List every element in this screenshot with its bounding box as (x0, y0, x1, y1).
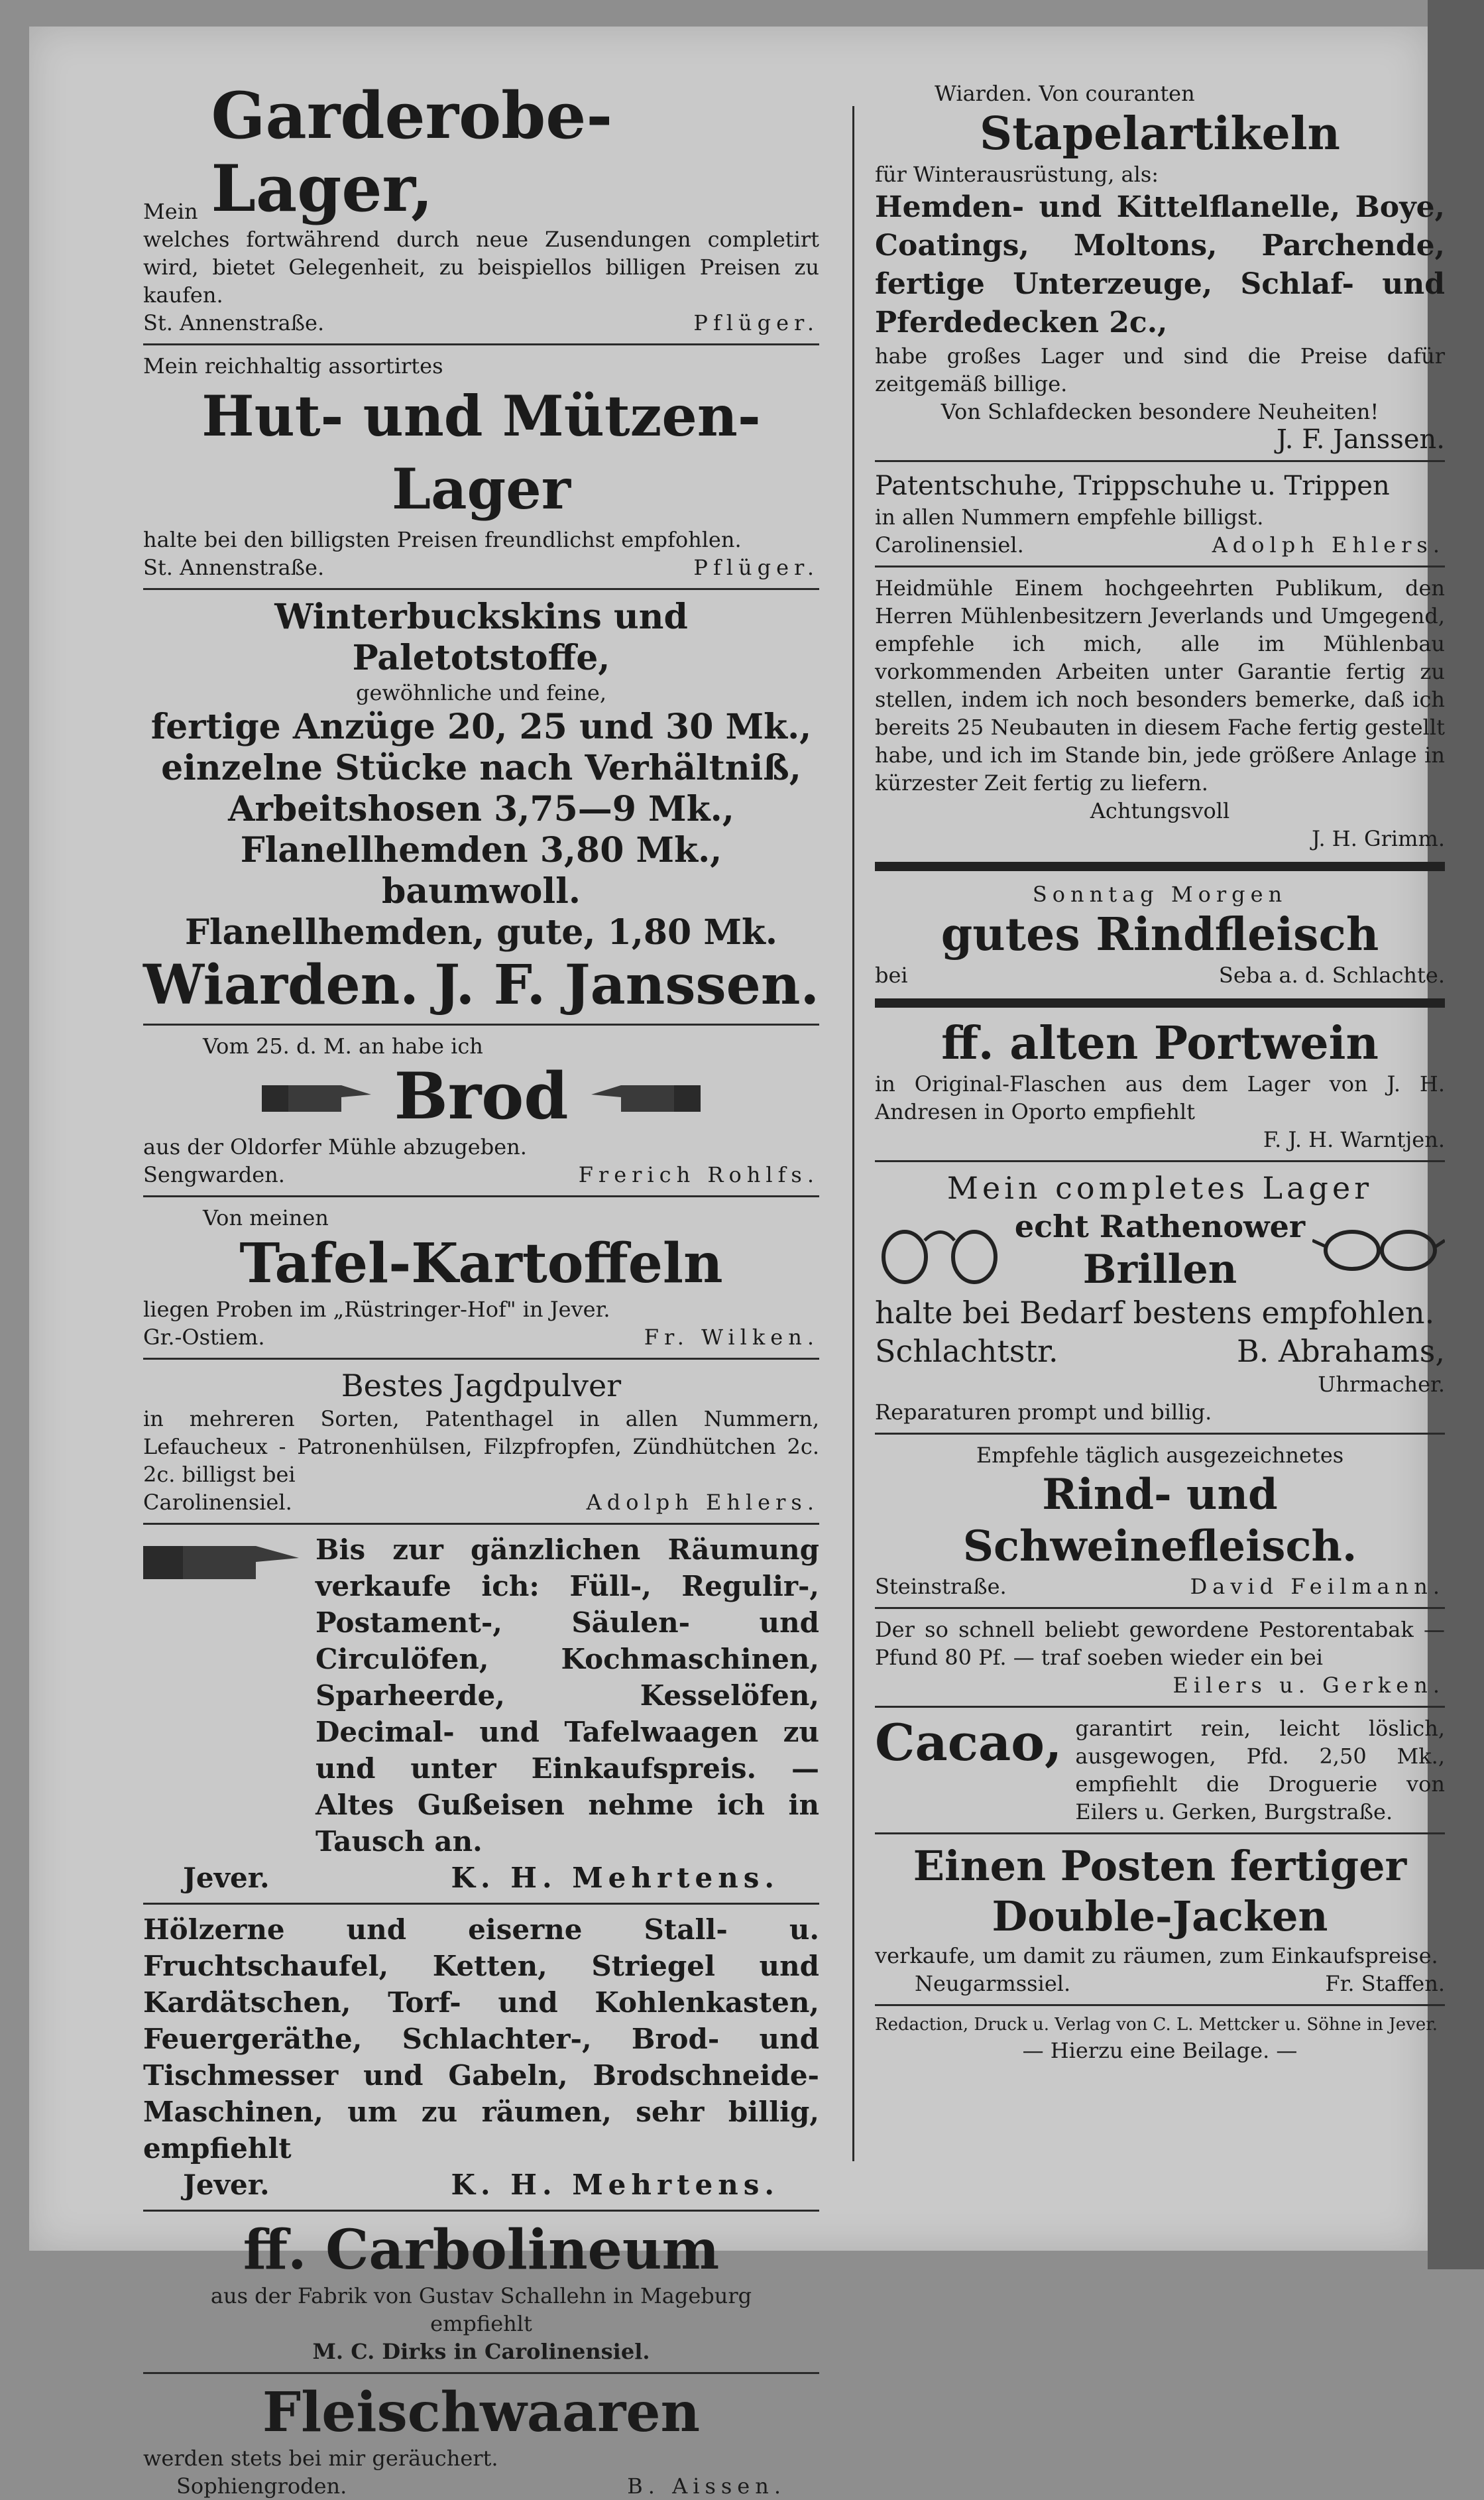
ad-title: ff. Carbolineum (243, 2218, 720, 2282)
ad-name: M. C. Dirks in Carolinensiel. (312, 2339, 650, 2364)
ad-place: Sengwarden. (143, 1162, 285, 1187)
ad-body: aus der Fabrik von Gustav Schallehn in Mageburg (210, 2283, 752, 2308)
ad-schweinefleisch (875, 1441, 1445, 1600)
ad-pre: Mein reichhaltig assortirtes (143, 353, 443, 379)
ad-title: Einen Posten fertiger (913, 1842, 1407, 1890)
ad-title: Brod (394, 1059, 569, 1134)
ad-title: Brillen (1082, 1246, 1237, 1293)
ad-tabak (875, 1616, 1445, 1699)
ad-place: Schlachtstr. (875, 1333, 1058, 1369)
ad-title: Bestes Jagdpulver (341, 1368, 622, 1403)
ad-title: Rind- und Schweinefleisch. (962, 1470, 1357, 1571)
separator (143, 2372, 819, 2374)
ad-name: K. H. Mehrtens. (451, 1862, 779, 1894)
ad-body: Bis zur gänzlichen Räumung verkaufe ich: Füll-, Regulir-, Postament-, Säulen- und Circulöfen, Kochmaschinen, Sparheerde, Kesselöfen, Decimal- und Tafelwaagen zu und unter Einkaufspreis. — Altes Gußeisen nehme ich in Tausch an. (315, 1533, 819, 1858)
separator (875, 1832, 1445, 1834)
ad-name: Adolph Ehlers. (1212, 532, 1445, 558)
pince-nez-glasses-icon (875, 1211, 1007, 1290)
ad-place: Gr.-Ostiem. (143, 1325, 265, 1350)
ad-title: gutes Rindfleisch (941, 908, 1379, 961)
ad-name: Pflüger. (693, 555, 819, 580)
ad-pre: Von meinen (203, 1205, 329, 1230)
ad-pre: Empfehle täglich ausgezeichnetes (976, 1443, 1344, 1468)
ad-note: Reparaturen prompt und billig. (875, 1399, 1212, 1425)
ad-body: werden stets bei mir geräuchert. (143, 2446, 498, 2471)
pointing-hand-left-icon (588, 1073, 701, 1120)
ad-title: Patentschuhe, Trippschuhe u. Trippen (875, 471, 1390, 501)
ad-line: Flanellhemden 3,80 Mk., baumwoll. (240, 830, 722, 912)
ad-line: Mein completes Lager (946, 1170, 1373, 1206)
separator (875, 460, 1445, 462)
ad-body: verkaufe, um damit zu räumen, zum Einkaufspreise. (875, 1943, 1438, 1968)
ad-title: Cacao, (875, 1713, 1062, 1772)
ad-line: fertige Anzüge 20, 25 und 30 Mk., (150, 707, 812, 747)
ad-line: für Winterausrüstung, als: (875, 162, 1159, 187)
imprint (875, 2013, 1445, 2064)
separator (143, 343, 819, 345)
separator (143, 2210, 819, 2212)
ad-heidmuehle (875, 574, 1445, 853)
ad-line: gewöhnliche und feine, (355, 680, 606, 705)
ad-fleischwaaren (143, 2381, 819, 2500)
ad-double-jacken (875, 1841, 1445, 1997)
ad-title: Garderobe-Lager, (211, 78, 613, 226)
ad-name: Seba a. d. Schlachte. (1218, 963, 1445, 988)
ad-pre: Vom 25. d. M. an habe ich (203, 1034, 483, 1059)
separator (875, 1433, 1445, 1435)
ad-stallschaufel (143, 1911, 819, 2203)
ad-stapelartikeln (875, 80, 1445, 453)
separator (875, 1607, 1445, 1609)
ad-title: Double-Jacken (992, 1892, 1328, 1940)
separator (875, 1706, 1445, 1708)
ad-body: welches fortwährend durch neue Zusendungen completirt wird, bietet Gelegenheit, zu beispiellos billigen Preisen zu kaufen. (143, 227, 819, 308)
imprint-line: — Hierzu eine Beilage. — (1022, 2038, 1298, 2063)
pointing-hand-right-icon (262, 1073, 374, 1120)
ad-place: Wiarden. (143, 953, 419, 1017)
ad-line: Arbeitshosen 3,75—9 Mk., (228, 789, 734, 829)
ad-name: Pflüger. (693, 310, 819, 335)
ad-cacao (875, 1714, 1445, 1826)
separator (143, 1523, 819, 1525)
ad-place: St. Annenstraße. (143, 555, 325, 580)
separator (143, 1024, 819, 1026)
ad-body: in Original-Flaschen aus dem Lager von J. H. Andresen in Oporto empfiehlt (875, 1071, 1445, 1124)
separator (875, 2004, 1445, 2006)
thick-separator (875, 998, 1445, 1008)
ad-name: B. Aissen. (627, 2473, 786, 2499)
ad-name: K. H. Mehrtens. (451, 2169, 779, 2201)
ad-left: bei (875, 963, 908, 988)
ad-line: einzelne Stücke nach Verhältniß, (161, 748, 801, 788)
ad-name: Fr. Staffen. (1325, 1971, 1445, 1996)
ad-pre: Sonntag Morgen (1032, 882, 1288, 907)
ad-pre: Wiarden. Von couranten (935, 81, 1195, 106)
ad-patentschuhe (875, 469, 1445, 559)
separator (143, 1903, 819, 1905)
ad-name: J. F. Janssen. (1276, 424, 1445, 455)
ad-line: habe großes Lager und sind die Preise dafür zeitgemäß billige. (875, 343, 1445, 396)
column-divider (852, 106, 854, 2161)
ad-body: in mehreren Sorten, Patenthagel in allen Nummern, Lefaucheux - Patronenhülsen, Filzpfropfen, Zündhütchen 2c. 2c. billigst bei (143, 1406, 819, 1487)
ad-body: liegen Proben im „Rüstringer-Hof" in Jever. (143, 1297, 610, 1322)
separator (143, 1195, 819, 1197)
ad-raeumung (143, 1531, 819, 1896)
left-column (143, 80, 819, 2500)
ad-name: J. F. Janssen. (434, 953, 819, 1017)
ad-hut (143, 352, 819, 581)
ad-body: aus der Oldorfer Mühle abzugeben. (143, 1134, 527, 1160)
ad-line: Von Schlafdecken besondere Neuheiten! (941, 399, 1379, 424)
ad-prefix: Mein (143, 199, 198, 224)
ad-rindfleisch (875, 880, 1445, 989)
ad-body: in allen Nummern empfehle billigst. (875, 505, 1264, 530)
ad-title: Hut- und Mützen-Lager (201, 383, 761, 522)
ad-name: J. H. Grimm. (1312, 826, 1445, 851)
ad-body: garantirt rein, leicht löslich, ausgewogen, Pfd. 2,50 Mk., empfiehlt die Droguerie von Eilers u. Gerken, Burgstraße. (1075, 1716, 1445, 1824)
ad-name: Fr. Wilken. (644, 1325, 819, 1350)
ad-place: Neugarmssiel. (915, 1971, 1071, 1996)
ad-title: Tafel-Kartoffeln (239, 1232, 723, 1295)
ad-line: echt Rathenower (1014, 1209, 1306, 1244)
ad-jagdpulver (143, 1366, 819, 1516)
ad-role: Uhrmacher. (1318, 1372, 1445, 1397)
ad-janssen-winter (143, 597, 819, 1017)
separator (143, 588, 819, 590)
ad-name: Adolph Ehlers. (586, 1490, 819, 1515)
spectacles-icon (1312, 1211, 1445, 1290)
ad-garderobe (143, 80, 819, 337)
separator (875, 565, 1445, 567)
ad-place: Steinstraße. (875, 1574, 1007, 1599)
separator (143, 1358, 819, 1360)
ad-close: Achtungsvoll (1090, 798, 1230, 823)
ad-body: Der so schnell beliebt gewordene Pestorentabak — Pfund 80 Pf. — traf soeben wieder ein bei (875, 1617, 1445, 1670)
ad-line: halte bei Bedarf bestens empfohlen. (875, 1295, 1435, 1331)
imprint-line: Redaction, Druck u. Verlag von C. L. Mettcker u. Söhne in Jever. (875, 2015, 1438, 2035)
ad-name: Eilers u. Gerken. (1172, 1673, 1445, 1698)
ad-place: St. Annenstraße. (143, 310, 325, 335)
ad-body: Hölzerne und eiserne Stall- u. Fruchtschaufel, Ketten, Striegel und Kardätschen, Torf- und Kohlenkasten, Feuergeräthe, Schlachter-, Brod- und Tischmesser und Gabeln, Brodschneide-Maschinen, um zu räumen, sehr billig, empfiehlt (143, 1913, 819, 2165)
ad-place: Carolinensiel. (875, 532, 1024, 558)
ad-line: Hemden- und Kittelflanelle, Boye, Coatings, Moltons, Parchende, fertige Unterzeuge, Schlaf- und Pferdedecken 2c., (875, 190, 1445, 339)
ad-portwein (875, 1017, 1445, 1154)
thick-separator (875, 862, 1445, 871)
ad-name: B. Abrahams, (1236, 1333, 1445, 1369)
ad-name: Frerich Rohlfs. (578, 1162, 819, 1187)
ad-brod (143, 1032, 819, 1189)
ad-body: Heidmühle Einem hochgeehrten Publikum, den Herren Mühlenbesitzern Jeverlands und Umgegend, empfehle ich mich, alle im Mühlenbau vorkommenden Arbeiten unter Garantie fertig zu stellen, indem ich noch besonders bemerke, daß ich bereits 25 Neubauten in diesem Fache fertig gestellt habe, und ich im Stande bin, jede größere Anlage in kürzester Zeit fertig zu liefern. (875, 575, 1445, 796)
ad-carbolineum (143, 2218, 819, 2365)
ad-brillen (875, 1169, 1445, 1426)
ad-place: Sophiengroden. (176, 2473, 347, 2499)
ad-place: Jever. (183, 2169, 270, 2201)
ad-place: Jever. (183, 1862, 270, 1894)
ad-name: David Feilmann. (1190, 1574, 1445, 1599)
pointing-hand-right-icon (143, 1531, 302, 1591)
ad-line: Flanellhemden, gute, 1,80 Mk. (184, 912, 778, 953)
right-column (875, 80, 1445, 2064)
separator (875, 1160, 1445, 1162)
ad-place: Carolinensiel. (143, 1490, 292, 1515)
ad-kartoffeln (143, 1204, 819, 1351)
ad-title: Fleischwaaren (262, 2381, 701, 2444)
ad-body: empfiehlt (430, 2311, 532, 2336)
ad-name: F. J. H. Warntjen. (1263, 1127, 1445, 1152)
ad-title: ff. alten Portwein (941, 1017, 1379, 1070)
ad-title: Stapelartikeln (980, 107, 1340, 160)
ad-body: halte bei den billigsten Preisen freundlichst empfohlen. (143, 527, 742, 552)
ad-line: Winterbuckskins und Paletotstoffe, (274, 597, 688, 678)
